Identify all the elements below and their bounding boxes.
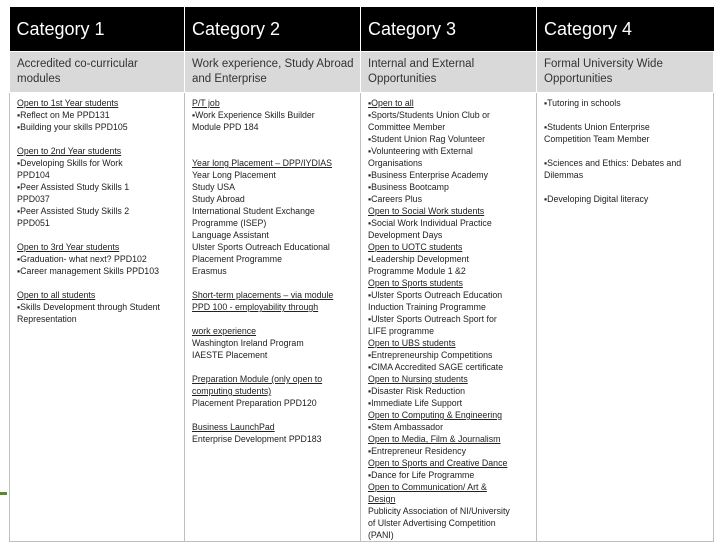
group-heading: Open to UBS students bbox=[368, 338, 456, 348]
list-item: Publicity Association of NI/University bbox=[368, 506, 510, 516]
subheader-category-1: Accredited co-curricular modules bbox=[10, 52, 185, 93]
subheader-category-4: Formal University Wide Opportunities bbox=[537, 52, 714, 93]
list-item: ▪Students Union Enterprise bbox=[544, 122, 650, 132]
cell-category-4 bbox=[537, 93, 714, 542]
list-item: ▪Ulster Sports Outreach Education bbox=[368, 290, 503, 300]
header-category-1: Category 1 bbox=[10, 7, 185, 52]
list-item: ▪Peer Assisted Study Skills 1 bbox=[17, 182, 130, 192]
list-item: ▪Sports/Students Union Club or bbox=[368, 110, 490, 120]
cell-category-1 bbox=[10, 93, 185, 542]
group-heading: ▪Open to all bbox=[368, 98, 414, 108]
list-item: ▪Tutoring in schools bbox=[544, 98, 621, 108]
group-heading: Open to Media, Film & Journalism bbox=[368, 434, 501, 444]
list-item: ▪Ulster Sports Outreach Sport for bbox=[368, 314, 497, 324]
list-item: ▪Sciences and Ethics: Debates and bbox=[544, 158, 682, 168]
list-item: ▪Work Experience Skills Builder bbox=[192, 110, 315, 120]
group-heading: Design bbox=[368, 494, 396, 504]
group-heading: Open to all students bbox=[17, 290, 96, 300]
group-heading: Open to UOTC students bbox=[368, 242, 463, 252]
list-item: Ulster Sports Outreach Educational bbox=[192, 242, 330, 252]
list-item: Enterprise Development PPD183 bbox=[192, 434, 322, 444]
subheader-category-2: Work experience, Study Abroad and Enterprise bbox=[185, 52, 361, 93]
list-item: ▪Volunteering with External bbox=[368, 146, 473, 156]
group-heading: Open to Sports and Creative Dance bbox=[368, 458, 508, 468]
list-item: ▪Leadership Development bbox=[368, 254, 469, 264]
list-item: ▪Social Work Individual Practice bbox=[368, 218, 492, 228]
group-heading: Open to Social Work students bbox=[368, 206, 485, 216]
list-item: ▪Reflect on Me PPD131 bbox=[17, 110, 110, 120]
list-item: ▪Peer Assisted Study Skills 2 bbox=[17, 206, 130, 216]
list-item: ▪Entrepreneurship Competitions bbox=[368, 350, 493, 360]
list-item: Representation bbox=[17, 314, 77, 324]
list-item: ▪Building your skills PPD105 bbox=[17, 122, 128, 132]
categories-table bbox=[9, 7, 714, 542]
list-item: ▪CIMA Accredited SAGE certificate bbox=[368, 362, 504, 372]
list-item: Erasmus bbox=[192, 266, 227, 276]
list-item: of Ulster Advertising Competition bbox=[368, 518, 496, 528]
list-item: LIFE programme bbox=[368, 326, 434, 336]
group-heading: Open to Communication/ Art & bbox=[368, 482, 487, 492]
group-heading: Open to 2nd Year students bbox=[17, 146, 122, 156]
list-item: ▪Student Union Rag Volunteer bbox=[368, 134, 486, 144]
header-row bbox=[10, 7, 714, 52]
list-item: PPD051 bbox=[17, 218, 50, 228]
group-heading: Year long Placement – DPP/IYDIAS bbox=[192, 158, 333, 168]
list-item: ▪Immediate Life Support bbox=[368, 398, 463, 408]
header-category-3: Category 3 bbox=[361, 7, 537, 52]
list-item: PPD037 bbox=[17, 194, 50, 204]
list-item: ▪Developing Skills for Work bbox=[17, 158, 123, 168]
content-row bbox=[10, 93, 714, 542]
list-item: ▪Business Enterprise Academy bbox=[368, 170, 488, 180]
group-heading: PPD 100 - employability through bbox=[192, 302, 319, 312]
list-item: Placement Programme bbox=[192, 254, 282, 264]
group-heading: computing students) bbox=[192, 386, 272, 396]
list-item: Development Days bbox=[368, 230, 443, 240]
group-heading: Preparation Module (only open to bbox=[192, 374, 323, 384]
list-item: Programme Module 1 &2 bbox=[368, 266, 466, 276]
list-item: ▪Careers Plus bbox=[368, 194, 422, 204]
list-item: Washington Ireland Program bbox=[192, 338, 304, 348]
list-item: ▪Developing Digital literacy bbox=[544, 194, 649, 204]
list-item: ▪Stem Ambassador bbox=[368, 422, 443, 432]
list-item: Programme (ISEP) bbox=[192, 218, 267, 228]
list-item: Placement Preparation PPD120 bbox=[192, 398, 317, 408]
group-heading: Short-term placements – via module bbox=[192, 290, 334, 300]
list-item: Organisations bbox=[368, 158, 423, 168]
cell-category-2 bbox=[185, 93, 361, 542]
list-item: ▪Business Bootcamp bbox=[368, 182, 449, 192]
list-item: ▪Graduation- what next? PPD102 bbox=[17, 254, 147, 264]
group-heading: work experience bbox=[192, 326, 257, 336]
cell-category-3 bbox=[361, 93, 537, 542]
list-item: ▪Disaster Risk Reduction bbox=[368, 386, 465, 396]
subheader-category-3: Internal and External Opportunities bbox=[361, 52, 537, 93]
list-item: Year Long Placement bbox=[192, 170, 276, 180]
list-item: ▪Entrepreneur Residency bbox=[368, 446, 466, 456]
subheader-row bbox=[10, 52, 714, 93]
group-heading: Business LaunchPad bbox=[192, 422, 275, 432]
list-item: (PANI) bbox=[368, 530, 394, 540]
list-item: ▪Skills Development through Student bbox=[17, 302, 160, 312]
list-item: Study Abroad bbox=[192, 194, 245, 204]
group-heading: Open to 1st Year students bbox=[17, 98, 119, 108]
header-category-2: Category 2 bbox=[185, 7, 361, 52]
accent-bar bbox=[0, 492, 7, 495]
list-item: PPD104 bbox=[17, 170, 50, 180]
group-heading: Open to Computing & Engineering bbox=[368, 410, 502, 420]
list-item: Dilemmas bbox=[544, 170, 584, 180]
header-category-4: Category 4 bbox=[537, 7, 714, 52]
list-item: Study USA bbox=[192, 182, 236, 192]
list-item: Competition Team Member bbox=[544, 134, 650, 144]
group-heading: Open to 3rd Year students bbox=[17, 242, 120, 252]
list-item: ▪Dance for Life Programme bbox=[368, 470, 475, 480]
list-item: International Student Exchange bbox=[192, 206, 315, 216]
group-heading: Open to Sports students bbox=[368, 278, 463, 288]
list-item: ▪Career management Skills PPD103 bbox=[17, 266, 159, 276]
list-item: Language Assistant bbox=[192, 230, 269, 240]
group-heading: P/T job bbox=[192, 98, 220, 108]
list-item: IAESTE Placement bbox=[192, 350, 268, 360]
list-item: Induction Training Programme bbox=[368, 302, 486, 312]
list-item: Module PPD 184 bbox=[192, 122, 259, 132]
list-item: Committee Member bbox=[368, 122, 446, 132]
group-heading: Open to Nursing students bbox=[368, 374, 468, 384]
